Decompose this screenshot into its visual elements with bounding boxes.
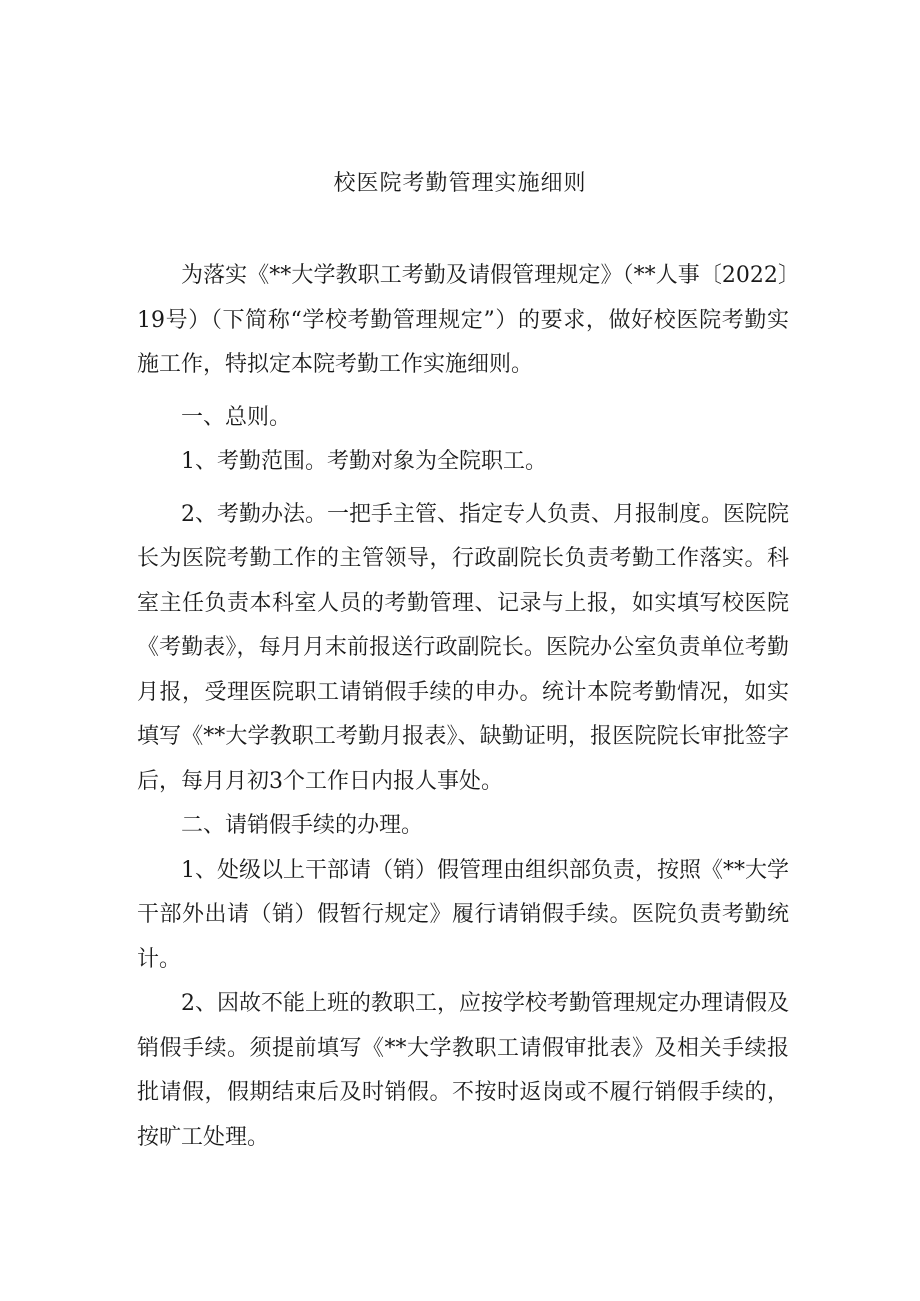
paragraph-staff-leave: 2、因故不能上班的教职工，应按学校考勤管理规定办理请假及销假手续。须提前填写《**大学教职工请假审批表》及相关手续报批请假，假期结束后及时销假。不按时返岗或不履行销假手续的，按旷工处理。 bbox=[137, 991, 789, 1150]
section-heading-leave: 二、请销假手续的办理。 bbox=[181, 813, 424, 838]
section-heading-general: 一、总则。 bbox=[181, 404, 292, 430]
document-title: 校医院考勤管理实施细则 bbox=[333, 171, 587, 196]
intro-paragraph: 为落实《**大学教职工考勤及请假管理规定》（**人事〔2022〕19号）（下简称“学校考勤管理规定”）的要求，做好校医院考勤实施工作，特拟定本院考勤工作实施细则。 bbox=[137, 263, 789, 377]
document-body bbox=[137, 254, 789, 1160]
paragraph-method: 2、考勤办法。一把手主管、指定专人负责、月报制度。医院院长为医院考勤工作的主管领导，行政副院长负责考勤工作落实。科室主任负责本科室人员的考勤管理、记录与上报，如实填写校医院《考勤表》，每月月末前报送行政副院长。医院办公室负责单位考勤月报，受理医院职工请销假手续的申办。统计本院考勤情况，如实填写《**大学教职工考勤月报表》、缺勤证明，报医院院长审批签字后，每月月初3个工作日内报人事处。 bbox=[137, 501, 789, 794]
paragraph-cadre-leave: 1、处级以上干部请（销）假管理由组织部负责，按照《**大学干部外出请（销）假暂行规定》履行请销假手续。医院负责考勤统计。 bbox=[137, 857, 789, 972]
paragraph-scope: 1、考勤范围。考勤对象为全院职工。 bbox=[181, 449, 547, 474]
